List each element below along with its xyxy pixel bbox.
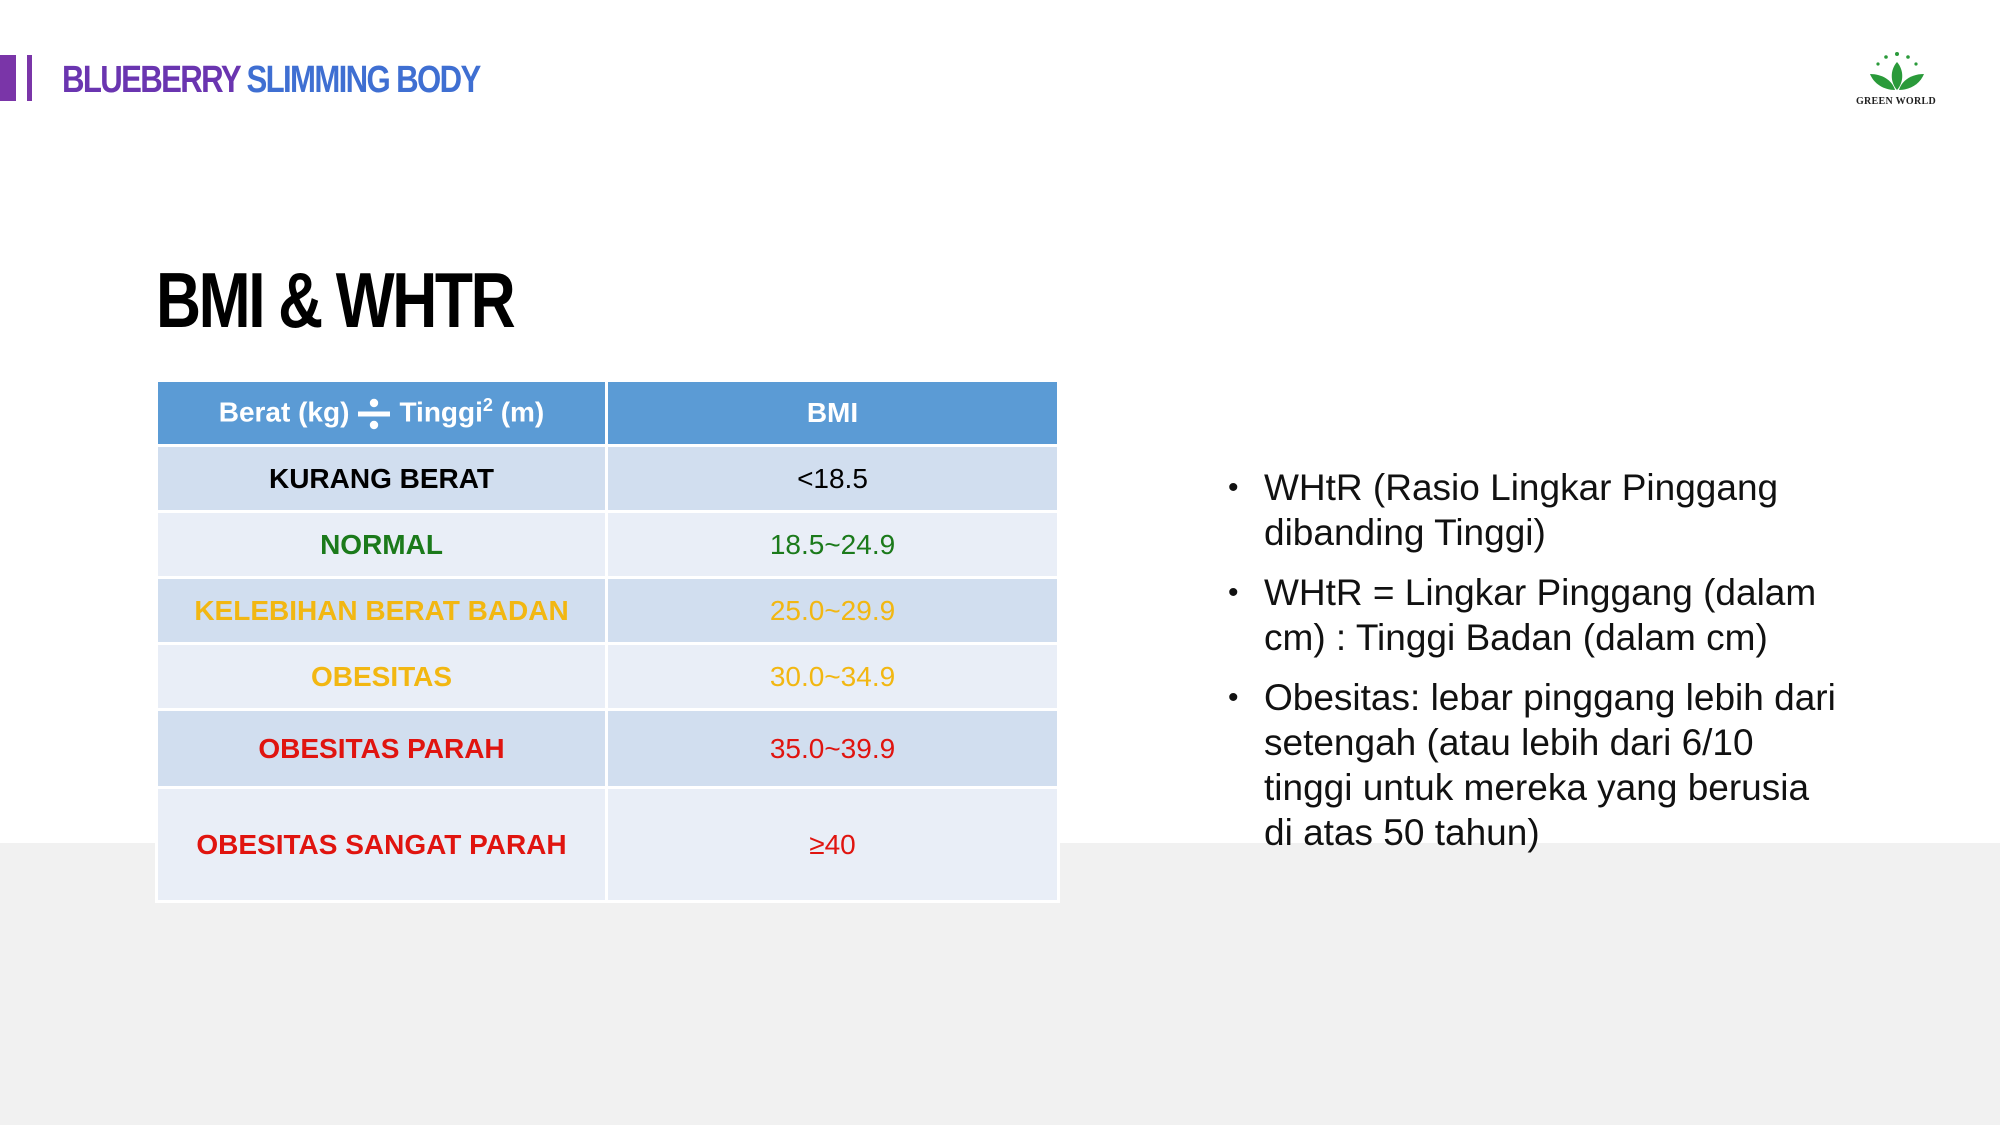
table-row [157,512,1059,578]
brand-title [62,58,480,102]
category-cell: OBESITAS SANGAT PARAH [157,788,607,902]
table-row [157,644,1059,710]
range-cell: 35.0~39.9 [607,710,1059,788]
accent-bar-thin [27,55,32,101]
range-cell: 25.0~29.9 [607,578,1059,644]
table-row [157,710,1059,788]
accent-bar-thick [0,55,16,101]
bullet-text: WHtR = Lingkar Pinggang (dalam cm) : Tinggi Badan (dalam cm) [1264,572,1817,658]
category-cell: OBESITAS [157,644,607,710]
brand-word-blueberry: BLUEBERRY [62,59,240,101]
bullet-marker: • [1228,471,1239,504]
bullet-item [1200,675,1840,855]
bullet-item [1200,570,1840,660]
table-row [157,446,1059,512]
brand-word-slimming-body: SLIMMING BODY [246,59,480,101]
range-cell: ≥40 [607,788,1059,902]
range-cell: 18.5~24.9 [607,512,1059,578]
bullet-marker: • [1228,576,1239,609]
bullet-text: WHtR (Rasio Lingkar Pinggang dibanding Tinggi) [1264,467,1779,553]
category-cell: KURANG BERAT [157,446,607,512]
table-row [157,788,1059,902]
range-cell: 30.0~34.9 [607,644,1059,710]
category-cell: KELEBIHAN BERAT BADAN [157,578,607,644]
bullet-list [1200,465,1840,870]
table-row [157,578,1059,644]
bullet-text: Obesitas: lebar pinggang lebih dari setengah (atau lebih dari 6/10 tinggi untuk mereka yang berusia di atas 50 tahun) [1264,677,1836,853]
slide-title: BMI & WHTR [156,256,514,344]
logo-text: GREEN WORLD [1855,96,1937,107]
header-formula: Berat (kg) Tinggi$^2$ (m) [157,381,607,446]
bullet-item [1200,465,1840,555]
range-cell: <18.5 [607,446,1059,512]
category-cell: NORMAL [157,512,607,578]
table-header-row [157,381,1059,446]
divide-icon [357,397,391,431]
bullet-marker: • [1228,681,1239,714]
header-bmi: BMI [607,381,1059,446]
bmi-table [155,379,1060,903]
category-cell: OBESITAS PARAH [157,710,607,788]
